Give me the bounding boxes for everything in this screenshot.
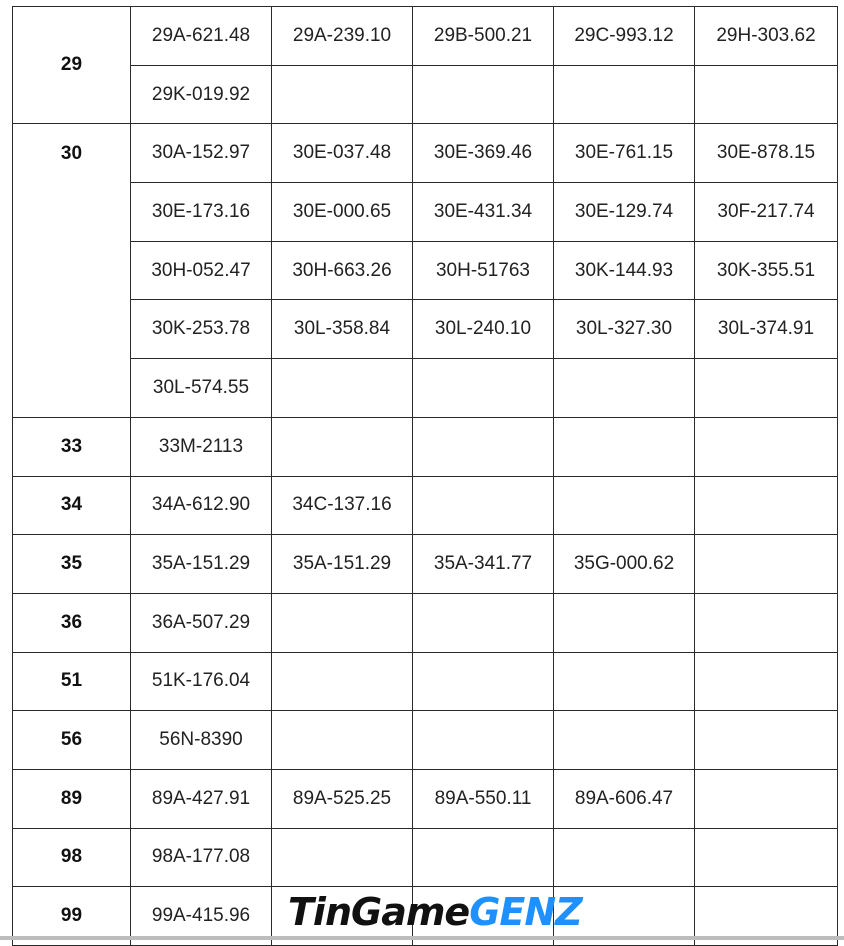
plate-cell: 30L-327.30 [554, 300, 695, 359]
plate-cell: 30E-000.65 [272, 183, 413, 242]
plate-cell [272, 711, 413, 770]
plate-cell: 35A-341.77 [413, 535, 554, 594]
province-code-cell: 89 [13, 769, 131, 828]
plate-cell: 30E-761.15 [554, 124, 695, 183]
plate-cell: 30E-369.46 [413, 124, 554, 183]
plate-cell [554, 711, 695, 770]
province-code-cell: 98 [13, 828, 131, 887]
province-code-cell: 36 [13, 593, 131, 652]
plate-cell [554, 65, 695, 124]
plate-cell [554, 652, 695, 711]
plate-cell: 89A-525.25 [272, 769, 413, 828]
plate-cell [695, 359, 838, 418]
plate-cell [413, 417, 554, 476]
plate-cell: 30H-663.26 [272, 241, 413, 300]
table-row [13, 652, 838, 711]
plate-cell [272, 359, 413, 418]
province-code-cell: 29 [13, 7, 131, 124]
table-row [13, 65, 838, 124]
plate-cell: 29A-621.48 [131, 7, 272, 66]
plate-cell [695, 593, 838, 652]
plate-cell [413, 359, 554, 418]
plate-cell [272, 652, 413, 711]
table-row [13, 241, 838, 300]
plate-cell: 29K-019.92 [131, 65, 272, 124]
plate-cell [413, 652, 554, 711]
table-row [13, 7, 838, 66]
table-row [13, 476, 838, 535]
plate-cell: 35A-151.29 [131, 535, 272, 594]
plate-cell [695, 476, 838, 535]
plate-cell: 29C-993.12 [554, 7, 695, 66]
plate-cell [695, 828, 838, 887]
plate-cell: 30K-253.78 [131, 300, 272, 359]
plate-cell [695, 769, 838, 828]
plate-table [12, 6, 838, 946]
plate-cell: 30L-574.55 [131, 359, 272, 418]
table-row [13, 769, 838, 828]
plate-cell: 56N-8390 [131, 711, 272, 770]
plate-cell [554, 593, 695, 652]
watermark-text-primary: TinGame [288, 890, 470, 934]
plate-cell [695, 535, 838, 594]
plate-cell [695, 652, 838, 711]
site-watermark-logo [288, 888, 582, 936]
table-row [13, 711, 838, 770]
plate-cell [695, 65, 838, 124]
plate-cell [413, 711, 554, 770]
plate-cell: 51K-176.04 [131, 652, 272, 711]
plate-cell: 99A-415.96 [131, 887, 272, 946]
plate-cell: 89A-606.47 [554, 769, 695, 828]
plate-cell [695, 417, 838, 476]
table-row [13, 183, 838, 242]
plate-cell: 30H-51763 [413, 241, 554, 300]
plate-cell: 35G-000.62 [554, 535, 695, 594]
plate-cell: 29B-500.21 [413, 7, 554, 66]
table-row [13, 300, 838, 359]
province-code-cell: 30 [13, 124, 131, 417]
plate-cell: 30L-240.10 [413, 300, 554, 359]
plate-cell: 98A-177.08 [131, 828, 272, 887]
province-code-cell: 33 [13, 417, 131, 476]
plate-cell: 30A-152.97 [131, 124, 272, 183]
plate-cell [272, 65, 413, 124]
plate-cell: 29A-239.10 [272, 7, 413, 66]
plate-cell: 30E-173.16 [131, 183, 272, 242]
plate-cell: 30F-217.74 [695, 183, 838, 242]
plate-cell: 30L-358.84 [272, 300, 413, 359]
plate-cell: 30K-144.93 [554, 241, 695, 300]
plate-cell [554, 828, 695, 887]
province-code-cell: 35 [13, 535, 131, 594]
plate-cell: 30L-374.91 [695, 300, 838, 359]
plate-cell: 30E-431.34 [413, 183, 554, 242]
table-row [13, 124, 838, 183]
plate-cell: 35A-151.29 [272, 535, 413, 594]
plate-cell [272, 828, 413, 887]
plate-cell: 30E-129.74 [554, 183, 695, 242]
plate-cell: 30H-052.47 [131, 241, 272, 300]
plate-cell [413, 593, 554, 652]
plate-cell [413, 828, 554, 887]
plate-cell: 89A-550.11 [413, 769, 554, 828]
plate-cell: 89A-427.91 [131, 769, 272, 828]
plate-cell: 30E-037.48 [272, 124, 413, 183]
plate-cell: 30E-878.15 [695, 124, 838, 183]
table-row [13, 359, 838, 418]
plate-cell [413, 65, 554, 124]
province-code-cell: 99 [13, 887, 131, 946]
plate-cell [413, 476, 554, 535]
table-row [13, 828, 838, 887]
watermark-text-accent: GENZ [469, 890, 582, 934]
plate-cell: 29H-303.62 [695, 7, 838, 66]
table-row [13, 535, 838, 594]
table-row [13, 593, 838, 652]
plate-cell: 30K-355.51 [695, 241, 838, 300]
plate-cell [272, 417, 413, 476]
province-code-cell: 51 [13, 652, 131, 711]
province-code-cell: 56 [13, 711, 131, 770]
plate-cell [554, 476, 695, 535]
plate-cell [554, 359, 695, 418]
plate-cell: 34A-612.90 [131, 476, 272, 535]
province-code-cell: 34 [13, 476, 131, 535]
table-row [13, 417, 838, 476]
plate-cell [272, 593, 413, 652]
page-bottom-edge [0, 936, 844, 940]
plate-cell [695, 711, 838, 770]
plate-cell [554, 417, 695, 476]
plate-cell: 36A-507.29 [131, 593, 272, 652]
plate-cell: 34C-137.16 [272, 476, 413, 535]
plate-cell: 33M-2113 [131, 417, 272, 476]
